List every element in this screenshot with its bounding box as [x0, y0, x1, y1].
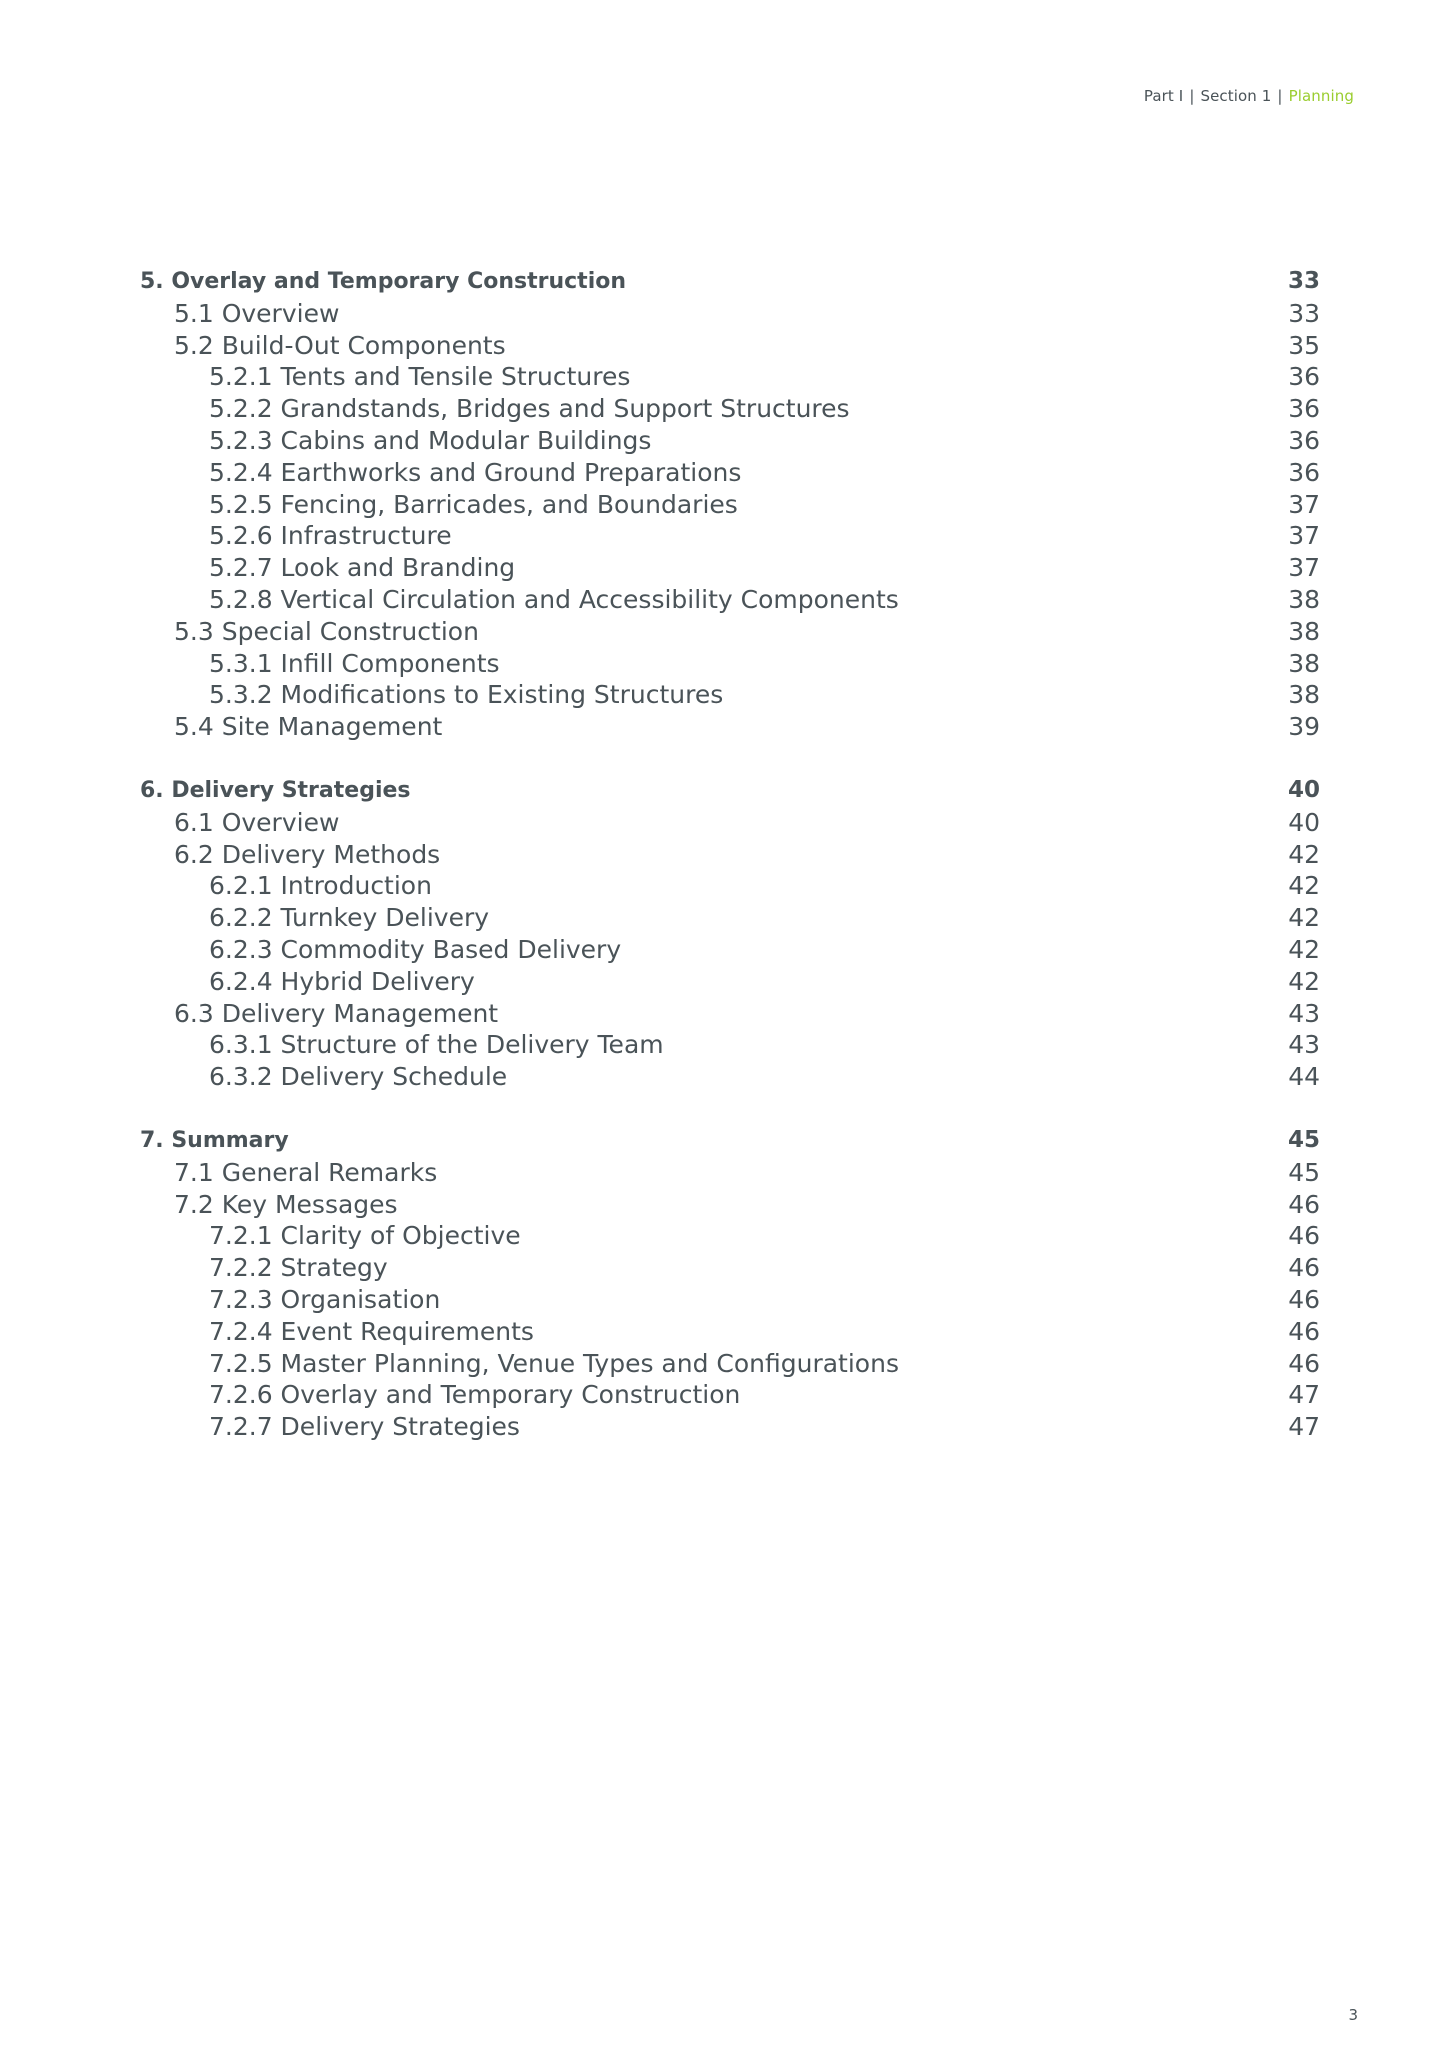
toc-entry-title: 6.2.3 Commodity Based Delivery [209, 934, 622, 964]
toc-entry-title: 5.3.1 Infill Components [209, 648, 500, 678]
toc-section-entry[interactable] [140, 711, 1320, 743]
toc-subsection-entry[interactable] [140, 361, 1320, 393]
toc-entry-page: 38 [1288, 680, 1320, 710]
toc-entry-title: 5.3.2 Modifications to Existing Structures [209, 680, 724, 710]
page-number: 3 [1348, 2006, 1358, 2024]
toc-section-entry[interactable] [140, 807, 1320, 839]
toc-entry-title: 7.2.1 Clarity of Objective [209, 1221, 521, 1251]
toc-subsection-entry[interactable] [140, 393, 1320, 425]
header-separator: | [1189, 87, 1195, 105]
toc-entry-page: 36 [1288, 457, 1320, 487]
toc-entry-page: 42 [1288, 934, 1320, 964]
toc-entry-title: 5.3 Special Construction [174, 616, 479, 646]
toc-entry-page: 42 [1288, 903, 1320, 933]
toc-entry-title: 7.2.2 Strategy [209, 1253, 388, 1283]
toc-entry-title: 6.2.4 Hybrid Delivery [209, 966, 475, 996]
toc-entry-title: 6.1 Overview [174, 807, 340, 837]
toc-subsection-entry[interactable] [140, 1252, 1320, 1284]
toc-subsection-entry[interactable] [140, 902, 1320, 934]
toc-entry-page: 36 [1288, 362, 1320, 392]
toc-section-entry[interactable] [140, 1189, 1320, 1221]
toc-entry-title: 5.1 Overview [174, 298, 340, 328]
toc-entry-page: 46 [1288, 1284, 1320, 1314]
toc-group-spacer [140, 743, 1320, 775]
toc-entry-page: 42 [1288, 839, 1320, 869]
toc-entry-title: 5.2.8 Vertical Circulation and Accessibility Components [209, 584, 899, 614]
toc-section-entry[interactable] [140, 839, 1320, 871]
toc-subsection-entry[interactable] [140, 1061, 1320, 1093]
header-separator: | [1277, 87, 1283, 105]
toc-entry-title: 7.2.3 Organisation [209, 1284, 441, 1314]
header-chapter: Planning [1288, 87, 1354, 105]
toc-subsection-entry[interactable] [140, 1379, 1320, 1411]
toc-chapter-entry[interactable] [140, 775, 1320, 807]
toc-entry-title: 6.2.2 Turnkey Delivery [209, 903, 490, 933]
toc-entry-title: 5.2.4 Earthworks and Ground Preparations [209, 457, 742, 487]
toc-entry-page: 45 [1288, 1157, 1320, 1187]
toc-entry-title: 7.2.6 Overlay and Temporary Construction [209, 1380, 741, 1410]
toc-entry-page: 40 [1288, 807, 1320, 837]
header-part: Part I [1143, 87, 1184, 105]
toc-entry-title: 6.3.2 Delivery Schedule [209, 1062, 508, 1092]
toc-entry-title: 5. Overlay and Temporary Construction [140, 269, 627, 294]
toc-entry-title: 5.2.2 Grandstands, Bridges and Support Structures [209, 394, 850, 424]
toc-entry-page: 36 [1288, 425, 1320, 455]
toc-entry-page: 44 [1288, 1062, 1320, 1092]
header-section: Section 1 [1200, 87, 1272, 105]
toc-entry-title: 5.2.1 Tents and Tensile Structures [209, 362, 631, 392]
toc-subsection-entry[interactable] [140, 870, 1320, 902]
toc-subsection-entry[interactable] [140, 489, 1320, 521]
toc-entry-page: 42 [1288, 966, 1320, 996]
toc-subsection-entry[interactable] [140, 1029, 1320, 1061]
toc-entry-title: 5.2.7 Look and Branding [209, 553, 516, 583]
toc-section-entry[interactable] [140, 1157, 1320, 1189]
toc-entry-title: 5.2 Build-Out Components [174, 330, 506, 360]
toc-entry-title: 6.2 Delivery Methods [174, 839, 441, 869]
toc-entry-page: 33 [1288, 298, 1320, 328]
toc-entry-page: 39 [1288, 712, 1320, 742]
toc-subsection-entry[interactable] [140, 934, 1320, 966]
toc-entry-page: 43 [1288, 1030, 1320, 1060]
toc-entry-page: 46 [1288, 1348, 1320, 1378]
toc-entry-page: 46 [1288, 1221, 1320, 1251]
toc-subsection-entry[interactable] [140, 425, 1320, 457]
toc-subsection-entry[interactable] [140, 584, 1320, 616]
toc-section-entry[interactable] [140, 616, 1320, 648]
toc-entry-page: 37 [1288, 521, 1320, 551]
toc-entry-page: 43 [1288, 998, 1320, 1028]
toc-entry-page: 42 [1288, 871, 1320, 901]
toc-section-entry[interactable] [140, 330, 1320, 362]
toc-entry-page: 46 [1288, 1253, 1320, 1283]
toc-entry-title: 7.1 General Remarks [174, 1157, 438, 1187]
toc-entry-page: 38 [1288, 616, 1320, 646]
toc-entry-page: 33 [1287, 268, 1320, 294]
toc-subsection-entry[interactable] [140, 1348, 1320, 1380]
toc-entry-title: 5.2.6 Infrastructure [209, 521, 452, 551]
toc-entry-title: 5.4 Site Management [174, 712, 443, 742]
toc-entry-title: 5.2.5 Fencing, Barricades, and Boundaries [209, 489, 738, 519]
toc-entry-title: 6.3 Delivery Management [174, 998, 499, 1028]
toc-subsection-entry[interactable] [140, 1411, 1320, 1443]
toc-entry-title: 5.2.3 Cabins and Modular Buildings [209, 425, 652, 455]
toc-entry-title: 6.3.1 Structure of the Delivery Team [209, 1030, 664, 1060]
toc-subsection-entry[interactable] [140, 648, 1320, 680]
toc-entry-page: 35 [1288, 330, 1320, 360]
toc-entry-page: 38 [1288, 648, 1320, 678]
toc-entry-title: 7. Summary [140, 1127, 289, 1153]
toc-section-entry[interactable] [140, 298, 1320, 330]
toc-chapter-entry[interactable] [140, 1125, 1320, 1157]
toc-subsection-entry[interactable] [140, 552, 1320, 584]
running-header [1144, 87, 1354, 105]
toc-subsection-entry[interactable] [140, 966, 1320, 998]
toc-subsection-entry[interactable] [140, 1284, 1320, 1316]
toc-subsection-entry[interactable] [140, 1220, 1320, 1252]
toc-subsection-entry[interactable] [140, 520, 1320, 552]
toc-entry-page: 47 [1288, 1380, 1320, 1410]
toc-group-spacer [140, 1093, 1320, 1125]
toc-entry-page: 47 [1288, 1412, 1320, 1442]
toc-entry-title: 6.2.1 Introduction [209, 871, 432, 901]
toc-entry-page: 40 [1287, 776, 1320, 803]
table-of-contents [140, 266, 1320, 1443]
toc-chapter-entry[interactable] [140, 266, 1320, 298]
toc-entry-page: 37 [1288, 553, 1320, 583]
toc-section-entry[interactable] [140, 998, 1320, 1030]
toc-entry-title: 7.2 Key Messages [174, 1189, 398, 1219]
toc-entry-title: 6. Delivery Strategies [140, 777, 411, 803]
toc-entry-page: 37 [1288, 489, 1320, 519]
toc-entry-page: 45 [1287, 1126, 1320, 1153]
toc-entry-page: 36 [1288, 394, 1320, 424]
toc-entry-page: 46 [1288, 1316, 1320, 1346]
toc-subsection-entry[interactable] [140, 457, 1320, 489]
toc-entry-page: 38 [1288, 584, 1320, 614]
toc-subsection-entry[interactable] [140, 679, 1320, 711]
toc-subsection-entry[interactable] [140, 1316, 1320, 1348]
toc-entry-page: 46 [1288, 1189, 1320, 1219]
toc-entry-title: 7.2.4 Event Requirements [209, 1316, 534, 1346]
toc-entry-title: 7.2.5 Master Planning, Venue Types and Configurations [209, 1348, 899, 1378]
toc-entry-title: 7.2.7 Delivery Strategies [209, 1412, 520, 1442]
